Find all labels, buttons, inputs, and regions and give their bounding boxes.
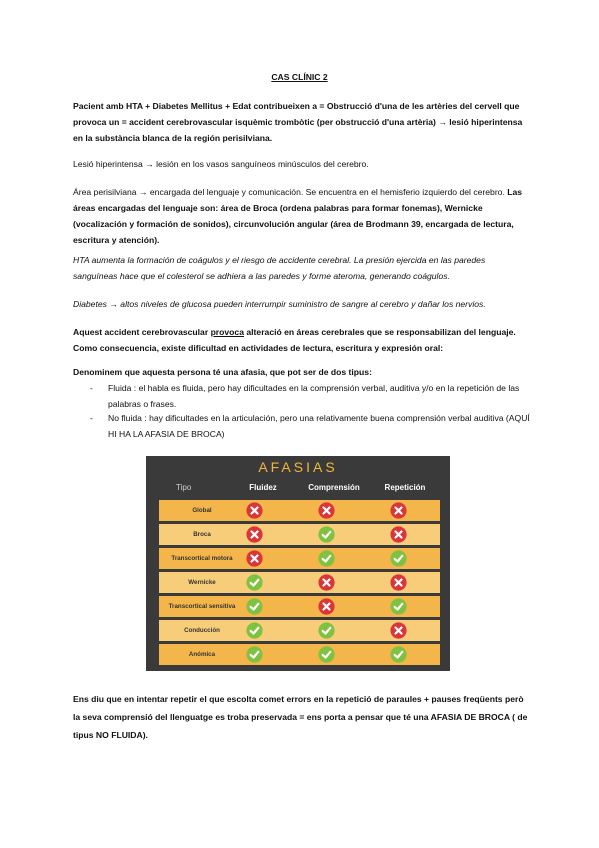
list-item-fluent: Fluida : el habla es fluida, pero hay dificultades en la comprensión verbal, auditiva y/o en la repetición de las palabras o frases. — [108, 383, 520, 409]
check-icon — [390, 598, 407, 615]
cross-icon — [246, 550, 263, 567]
table-row — [159, 548, 440, 569]
cross-icon — [390, 574, 407, 591]
table-row — [159, 644, 440, 665]
check-icon — [246, 646, 263, 663]
list-item-nonfluent: No fluida : hay dificultades en la articulación, pero una relativamente buena comprensión verbal auditiva (AQUÍ HI HA LA AFASIA DE BROCA) — [108, 413, 530, 439]
consequence-post: alteració en áreas cerebrales que se responsabilizan del lenguaje. Como consecuencia, existe dificultad en actividades de lectura, escritura y expresión oral: — [73, 327, 516, 353]
table-row — [159, 500, 440, 521]
row-label: Wernicke — [188, 579, 216, 586]
cross-icon — [246, 502, 263, 519]
conclusion-bold: AFASIA DE BROCA — [430, 712, 510, 722]
row-label: Broca — [193, 531, 211, 538]
cross-icon — [390, 526, 407, 543]
table-row — [159, 620, 440, 641]
conclusion-post: ( de tipus NO FLUIDA). — [73, 712, 528, 740]
paragraph-perisylvian-area — [73, 184, 531, 248]
check-icon — [246, 598, 263, 615]
aphasia-table — [146, 456, 450, 671]
table-row — [159, 524, 440, 545]
header-tipo: Tipo — [176, 483, 192, 492]
check-icon — [390, 646, 407, 663]
paragraph-consequence — [73, 324, 531, 356]
row-label: Conducción — [184, 627, 220, 634]
check-icon — [246, 622, 263, 639]
table-row — [159, 572, 440, 593]
row-label: Anómica — [188, 651, 216, 658]
page-title: CAS CLÍNIC 2 — [271, 72, 328, 82]
header-repeticion: Repetición — [384, 483, 426, 492]
check-icon — [318, 526, 335, 543]
cross-icon — [318, 598, 335, 615]
conclusion-pre: Ens diu que en intentar repetir el que escolta comet errors en la repetició de paraules + pauses freqüents però la seva comprensió del llenguatge es troba preservada = ens porta a pensar que té una — [73, 694, 524, 722]
paragraph-hta: HTA aumenta la formación de coágulos y el riesgo de accidente cerebral. La presión ejercida en las paredes sanguíneas hace que el colesterol se adhiera a las paredes y forme ateroma, generando coágulos. — [73, 255, 486, 281]
paragraph-diabetes: Diabetes → altos niveles de glucosa pueden interrumpir suministro de sangre al cerebro y dañar los nervios. — [73, 299, 486, 309]
check-icon — [390, 550, 407, 567]
check-icon — [246, 574, 263, 591]
row-label: Global — [192, 507, 212, 514]
language-areas-line: Las áreas encargadas del lenguaje son: área de Broca (ordena palabras para formar fonemas), Wernicke (vocalización y formación de sonidos), circunvolución angular (área de Brodmann 39, encargada de lectura, escritura y atención). — [73, 187, 523, 245]
cross-icon — [246, 526, 263, 543]
cross-icon — [390, 622, 407, 639]
check-icon — [318, 622, 335, 639]
paragraph-conclusion — [73, 690, 531, 744]
header-fluidez: Fluidez — [249, 483, 277, 492]
row-label: Transcortical sensitiva — [168, 603, 236, 610]
list-dash: - — [90, 413, 93, 423]
cross-icon — [318, 502, 335, 519]
consequence-pre: Aquest accident cerebrovascular — [73, 327, 211, 337]
paragraph-patient: Pacient amb HTA + Diabetes Mellitus + Edat contribueixen a = Obstrucció d'una de les artèries del cervell que provoca un = accident cerebrovascular isquèmic trombòtic (per obstrucció d'una artèria) → lesió hiperintensa en la substància blanca de la región perisilviana. — [73, 101, 523, 143]
row-label: Transcortical motora — [171, 555, 233, 562]
paragraph-aphasia-types: Denominem que aquesta persona té una afasia, que pot ser de dos tipus: — [73, 367, 372, 377]
list-dash: - — [90, 383, 93, 393]
header-comprension: Comprensión — [308, 483, 360, 492]
cross-icon — [318, 574, 335, 591]
paragraph-lesion: Lesió hiperintensa → lesión en los vasos sanguíneos minúsculos del cerebro. — [73, 159, 369, 169]
consequence-underlined: provoca — [210, 327, 244, 337]
check-icon — [318, 646, 335, 663]
perisylvian-line: Área perisilviana → encargada del lenguaje y comunicación. Se encuentra en el hemisferio izquierdo del cerebro. — [73, 187, 505, 197]
cross-icon — [390, 502, 407, 519]
table-row — [159, 596, 440, 617]
check-icon — [318, 550, 335, 567]
table-title: AFASIAS — [258, 459, 338, 475]
